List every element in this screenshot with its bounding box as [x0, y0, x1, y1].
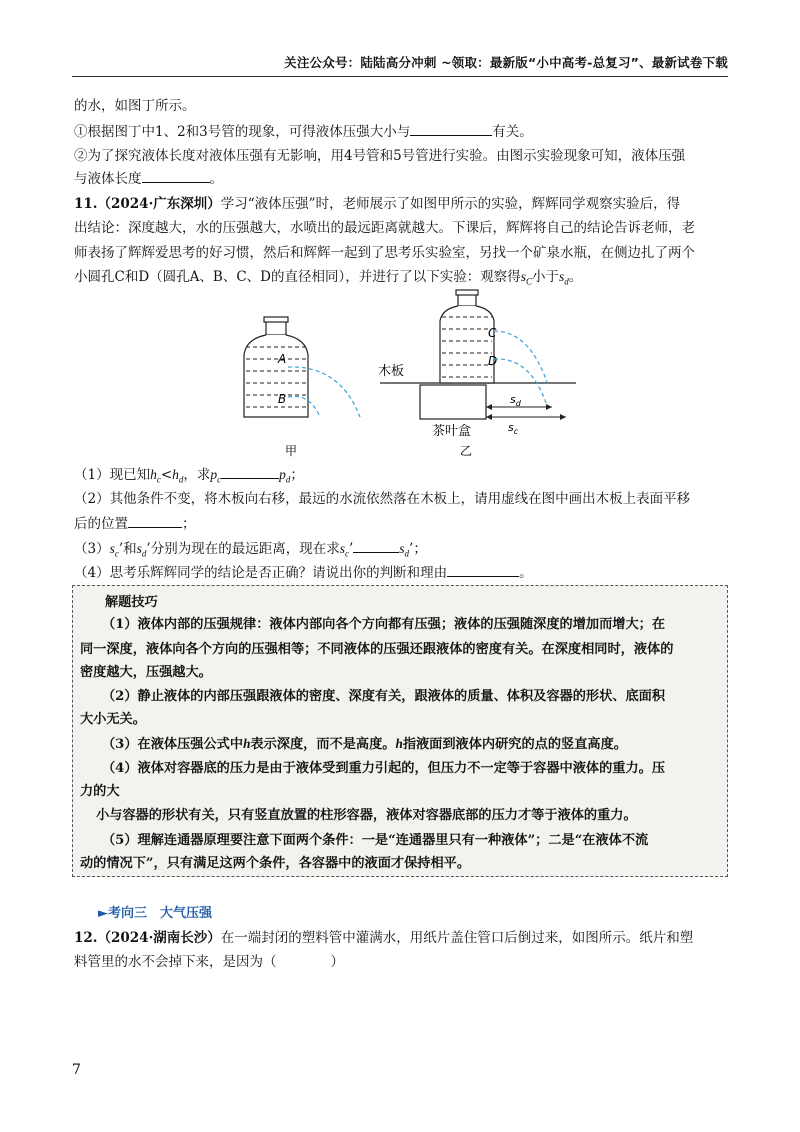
sub3-answer-blank[interactable]: [353, 538, 399, 553]
sub4-prefix: （4）思考乐辉辉同学的结论是否正确？请说出你的判断和理由: [74, 565, 448, 581]
page-number: 7: [72, 1062, 81, 1078]
sd-prime-sub: d: [141, 548, 147, 559]
sub2-answer-blank[interactable]: [128, 513, 182, 528]
sc-prime-sub: c: [114, 548, 119, 559]
s-symbol-3: s: [339, 541, 345, 556]
bottle-yi: [440, 290, 494, 383]
stream-D: [494, 359, 546, 403]
sub4-suffix: 。: [519, 565, 533, 581]
q1-answer-blank[interactable]: [410, 121, 492, 136]
q2-prefix: 与液体长度: [74, 171, 142, 187]
label-D: D: [488, 354, 498, 368]
sub4-answer-blank[interactable]: [447, 562, 519, 577]
tea-box: [420, 385, 486, 419]
tips-title: 解题技巧: [105, 595, 158, 610]
h-symbol: h: [150, 467, 157, 482]
sc-subscript: C: [526, 276, 533, 287]
lt-sign: <: [160, 467, 173, 483]
intro-question-2-line2: [74, 168, 734, 189]
tips-line: 小与容器的形状有关，只有竖直放置的柱形容器，液体对容器底部的压力才等于液体的重力。: [96, 808, 637, 823]
prime-3: ’: [348, 541, 354, 557]
tips-l6-suffix: 指液面到液体内研究的点的竖直高度。: [402, 737, 627, 752]
sub1-mid: ，求: [183, 467, 211, 483]
sub3-mid: 分别为现在的最远距离，现在求: [150, 541, 340, 557]
sub-question-1: [74, 464, 734, 490]
problem-number: 11.: [74, 196, 98, 212]
header-divider: [72, 76, 728, 77]
tips-line: 动的情况下”，只有满足这两个条件，各容器中的液面才保持相平。: [80, 856, 471, 871]
problem-source: （2024·湖南长沙）: [97, 930, 221, 946]
q1-suffix: 有关。: [492, 124, 533, 140]
label-B: B: [278, 392, 287, 406]
stream-C: [494, 331, 548, 385]
tips-line: 力的大: [80, 784, 120, 799]
problem-text: 学习“液体压强”时，老师展示了如图甲所示的实验，辉辉同学观察实验后，得: [220, 196, 681, 212]
p-symbol: p: [210, 467, 218, 482]
s-symbol-4: s: [399, 541, 405, 556]
sc-sub-3: c: [344, 548, 349, 559]
problem-12-line2: 料管里的水不会掉下来，是因为（ ）: [74, 954, 344, 970]
q1-prefix: ①根据图丁中1、2和3号管的现象，可得液体压强大小与: [74, 124, 411, 140]
prime-4: ’: [409, 541, 414, 557]
and-word: 和: [123, 541, 137, 557]
pc-sub: c: [217, 474, 222, 485]
box-label: 茶叶盒: [432, 424, 472, 439]
problem-11-line2: 出结论：深度越大，水的压强越大，水喷出的最远距离就越大。下课后，辉辉将自己的结论告诉老师，老: [74, 220, 695, 236]
tips-line: 大小无关。: [80, 712, 146, 727]
sub-question-3: [74, 538, 734, 564]
sub-question-2-line1: （2）其他条件不变，将木板向右移，最远的水流依然落在木板上，请用虚线在图中画出木板上表面平移: [74, 491, 691, 507]
pd-sub: d: [285, 474, 291, 485]
sd-subscript: d: [564, 276, 569, 287]
intro-question-2-line1: ②为了探究液体长度对液体压强有无影响，用4号管和5号管进行实验。由图示实验现象可知，液体压强: [74, 148, 686, 164]
line4-prefix: 小圆孔C和D（圆孔A、B、C、D的直径相同），并进行了以下实验：观察得: [74, 269, 521, 285]
caption-yi: 乙: [460, 444, 473, 458]
h-symbol-tips: h: [243, 736, 251, 751]
sub-question-4: [74, 562, 734, 583]
tips-l6-mid: 表示深度，而不是高度。: [250, 737, 396, 752]
sub-question-2-line2: [74, 513, 734, 534]
q2-suffix: 。: [209, 171, 223, 187]
s-symbol-2: s: [136, 541, 142, 556]
p-symbol-2: p: [279, 467, 286, 482]
prime-2: ’: [146, 541, 151, 557]
h-symbol-2: h: [172, 467, 179, 482]
tips-line: （2）静止液体的内部压强跟液体的密度、深度有关，跟液体的质量、体积及容器的形状、底面积: [102, 689, 666, 704]
q2-answer-blank[interactable]: [142, 168, 210, 183]
sd-label: $s_d$: [510, 393, 521, 408]
tips-line: （5）理解连通器原理要注意下面两个条件：一是“连通器里只有一种液体”；二是“在液体不流: [102, 833, 649, 848]
line4-suffix: 。: [568, 269, 583, 285]
prime-1: ’: [118, 541, 124, 557]
sub2-suffix: ；: [182, 516, 196, 532]
sub1-end: ；: [290, 467, 304, 483]
sub1-prefix: （1）现已知: [74, 467, 151, 483]
sub2-prefix: 后的位置: [74, 516, 128, 532]
problem-number: 12.: [74, 930, 98, 946]
board-label: 木板: [378, 364, 405, 379]
page-header: 关注公众号：陆陆高分冲刺 ~领取：最新版“小中高考-总复习”、最新试卷下载: [284, 55, 728, 70]
tips-line: 密度越大，压强越大。: [80, 665, 212, 680]
sc-label: $s_c$: [508, 421, 519, 436]
sub1-answer-blank[interactable]: [221, 464, 279, 479]
tips-l6-prefix: （3）在液体压强公式中: [102, 737, 244, 752]
label-A: A: [278, 352, 287, 366]
tips-line: [102, 733, 742, 755]
section-heading: ►考向三 大气压强: [98, 906, 212, 921]
experiment-figure: [230, 285, 580, 465]
tips-line: （1）液体内部的压强规律：液体内部向各个方向都有压强；液体的压强随深度的增加而增大；在: [102, 617, 666, 632]
problem-source: （2024·广东深圳）: [97, 196, 221, 212]
intro-question-1: [74, 121, 734, 142]
s-symbol: s: [109, 541, 115, 556]
problem-text: 在一端封闭的塑料管中灌满水，用纸片盖住管口后倒过来，如图所示。纸片和塑: [220, 930, 694, 946]
problem-11-line1: [74, 194, 734, 214]
intro-line: 的水，如图丁所示。: [74, 98, 196, 114]
problem-12-line1: [74, 928, 734, 948]
tips-line: 同一深度，液体向各个方向的压强相等；不同液体的压强还跟液体的密度有关。在深度相同时，液体的: [80, 642, 674, 657]
label-C: C: [488, 326, 497, 340]
caption-jia: 甲: [285, 444, 298, 458]
line4-mid: 小于: [532, 269, 560, 285]
problem-11-line3: 师表扬了辉辉爱思考的好习惯，然后和辉辉一起到了思考乐实验室，另找一个矿泉水瓶，在侧边扎了两个: [74, 245, 695, 261]
sub3-end: ；: [413, 541, 427, 557]
sd-symbol: s: [559, 269, 565, 284]
sub3-prefix: （3）: [74, 541, 110, 557]
h-symbol-tips-2: h: [395, 736, 403, 751]
hd-sub: d: [178, 474, 184, 485]
sd-sub-4: d: [404, 548, 410, 559]
hc-sub: c: [156, 474, 161, 485]
tips-line: （4）液体对容器底的压力是由于液体受到重力引起的，但压力不一定等于容器中液体的重力。压: [102, 761, 666, 776]
sc-symbol: s: [520, 269, 526, 284]
